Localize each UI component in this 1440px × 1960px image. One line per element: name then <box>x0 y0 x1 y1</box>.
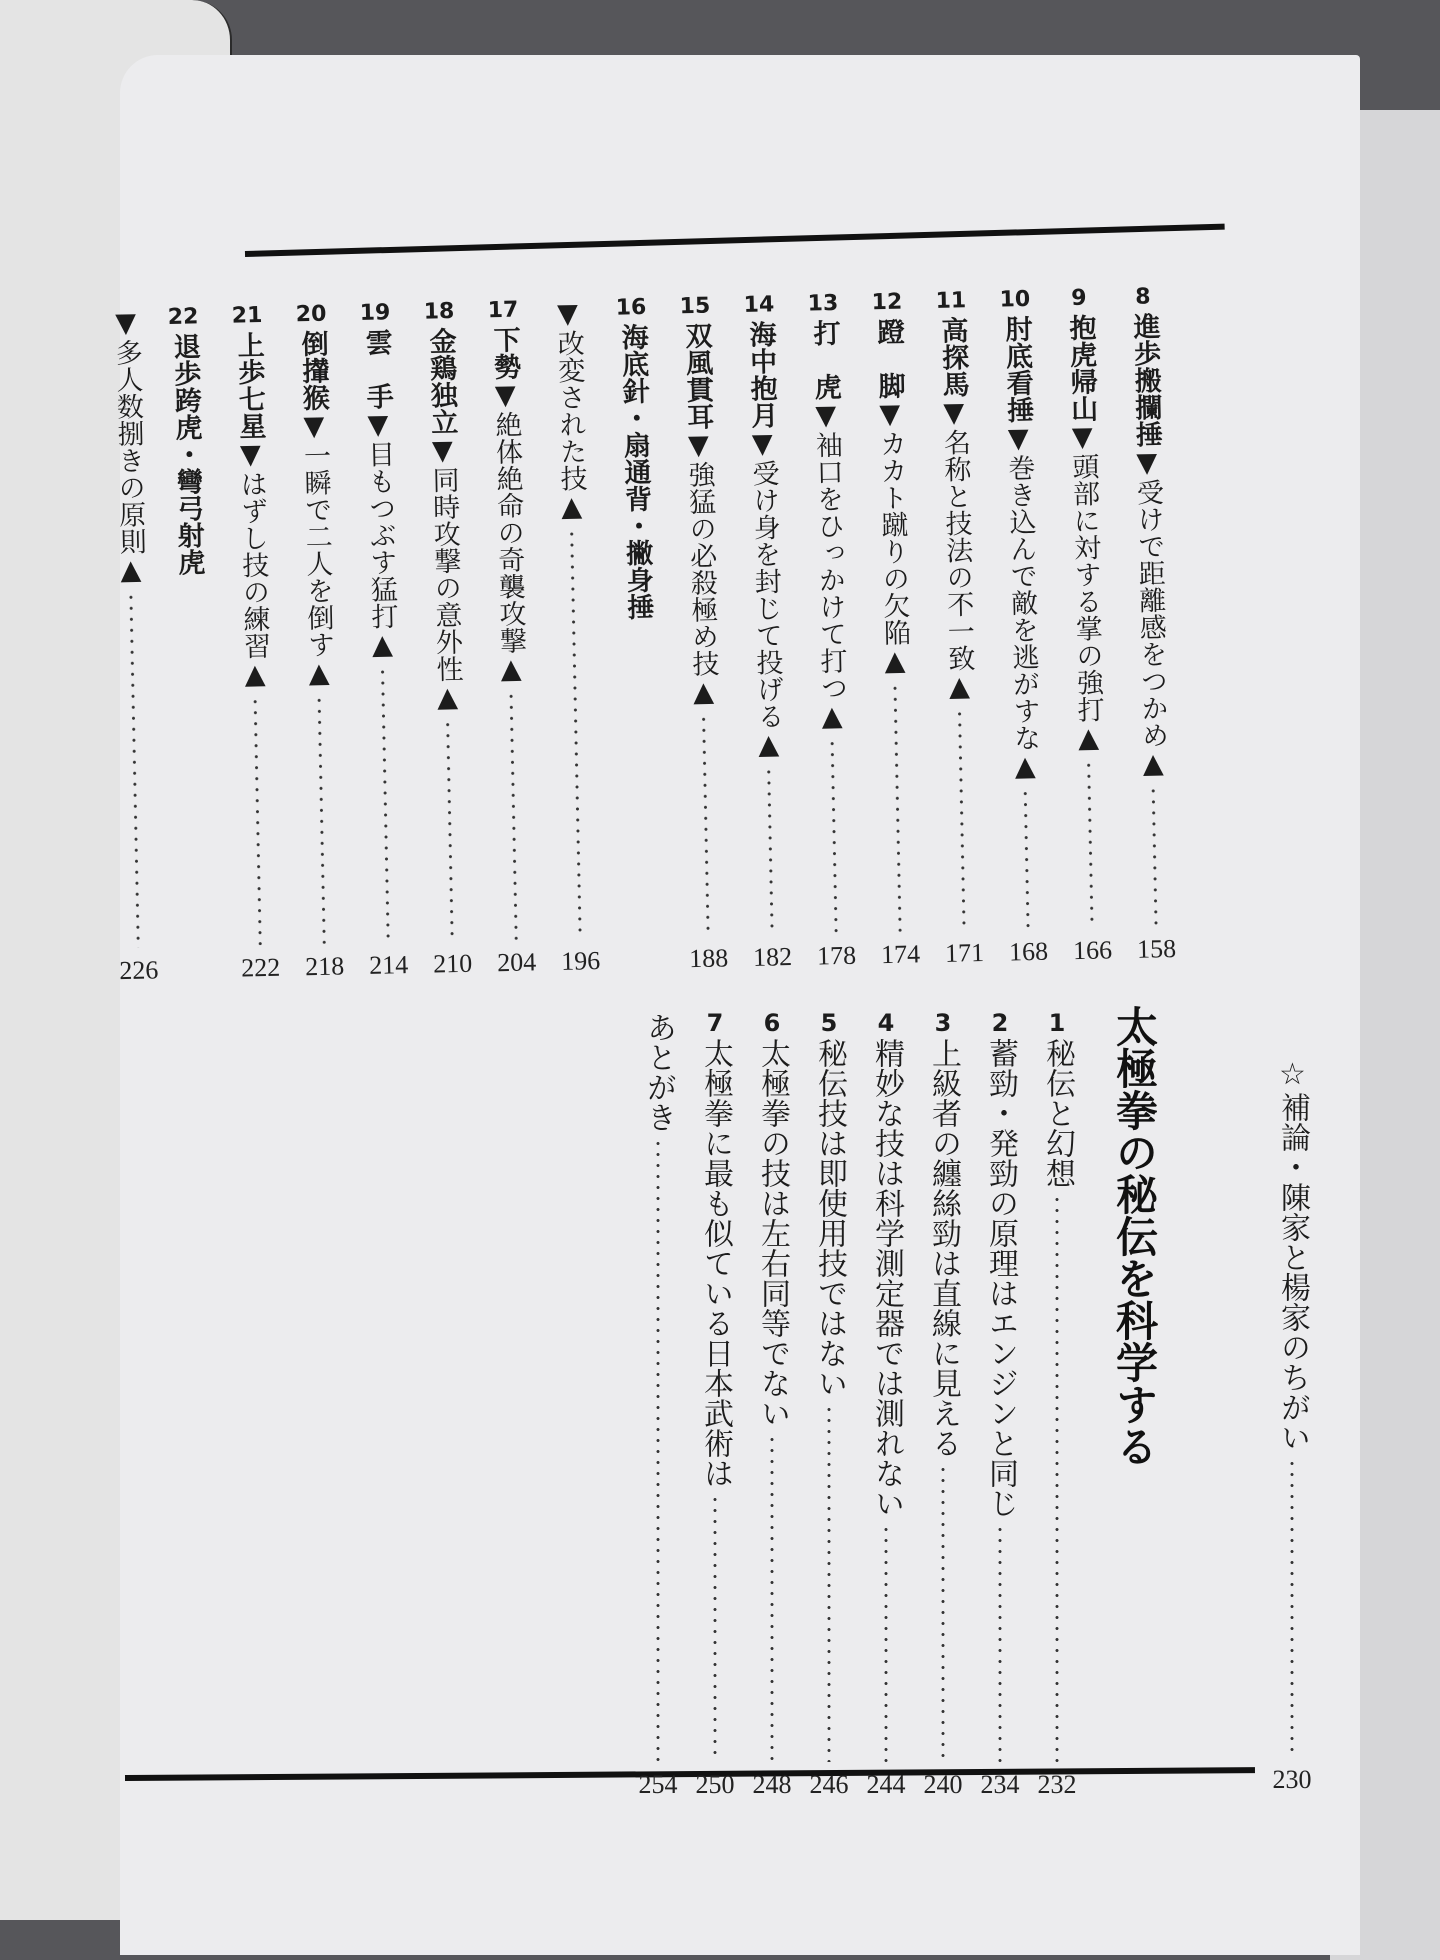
toc-entry-number: 12 <box>871 289 903 316</box>
toc-entry-number: 8 <box>1134 284 1151 310</box>
toc-entry-subtitle: ▼一瞬で二人を倒す▲ <box>298 410 335 690</box>
toc-entry-technique-name: 打 虎 <box>808 318 841 401</box>
toc-entry-number: 18 <box>423 298 455 325</box>
toc-entry-technique-name: 退歩跨虎・彎弓射虎 <box>168 332 205 576</box>
toc-page-number: 250 <box>695 1770 735 1799</box>
toc-entry-title <box>980 1038 1020 1518</box>
toc-entry-subtitle: ▼目もつぶす猛打▲ <box>362 409 399 661</box>
leader-dots <box>1290 1458 1294 1757</box>
leader-dots <box>827 1404 831 1762</box>
toc-entry-title <box>1037 1038 1077 1188</box>
toc-page-number: 232 <box>1037 1770 1077 1799</box>
toc-page-number: 244 <box>866 1770 906 1799</box>
toc-entry-technique-name: 進歩搬攔捶 <box>1128 312 1163 448</box>
leader-dots <box>998 1524 1002 1762</box>
toc-entry-subtitle: ▼受けで距離感をつかめ▲ <box>1131 447 1169 780</box>
toc-entry-technique-name: 海中抱月 <box>744 320 778 429</box>
toc-page-number: 246 <box>809 1770 849 1799</box>
toc-entry-number: 1 <box>1048 1009 1066 1037</box>
toc-entry-title <box>809 1038 849 1398</box>
toc-entry-number: 13 <box>807 290 839 317</box>
toc-entry-subtitle: ▼袖口をひっかけて打つ▲ <box>809 399 848 733</box>
toc-entry-number: 21 <box>231 302 263 329</box>
toc-page-number: 166 <box>1072 935 1113 966</box>
toc-entry <box>921 1010 965 1800</box>
toc-entry-number: 14 <box>743 292 775 318</box>
toc-entry-subtitle: ▼受け身を封じて投げる▲ <box>746 428 785 761</box>
toc-entry <box>807 1010 851 1800</box>
toc-entry-number: 4 <box>877 1009 895 1037</box>
toc-entry-number: 10 <box>999 286 1031 313</box>
toc-entry-technique-name: 双風貫耳 <box>680 321 714 431</box>
toc-page-number: 178 <box>816 940 857 971</box>
toc-entry-subtitle: 蓄勁・発勁の原理はエンジンと同じ <box>983 1038 1018 1518</box>
toc-entry <box>693 1010 737 1800</box>
toc-entry-title <box>923 1038 963 1458</box>
toc-page-number: 188 <box>688 943 729 974</box>
leader-dots <box>1055 1194 1059 1762</box>
toc-entry <box>1270 1055 1314 1795</box>
toc-entry-subtitle: 秘伝技は即使用技ではない <box>812 1038 847 1398</box>
toc-entry <box>978 1010 1022 1800</box>
toc-page-number: 226 <box>118 955 159 986</box>
toc-entry-number: 5 <box>820 1009 838 1037</box>
toc-entry-technique-name: 金鶏独立 <box>424 326 458 436</box>
toc-page-number: 214 <box>368 950 409 980</box>
toc-entry-technique-name: 上歩七星 <box>232 330 266 440</box>
toc-entry-number: 2 <box>991 1009 1009 1037</box>
toc-page-number: 171 <box>944 938 985 968</box>
toc-page-number: 254 <box>638 1770 678 1799</box>
toc-page-number: 248 <box>752 1770 792 1799</box>
toc-entry-subtitle: ▼カカト蹴りの欠陥▲ <box>873 398 911 678</box>
toc-entry-number: 3 <box>934 1009 952 1037</box>
toc-entry-subtitle: 上級者の纏絲勁は直線に見える <box>926 1038 961 1458</box>
toc-entry-number: 22 <box>167 304 199 330</box>
toc-page-number: 204 <box>496 947 537 978</box>
toc-entry-subtitle: ▼名称と技法の不一致▲ <box>937 397 976 703</box>
toc-entry-title <box>695 1038 735 1488</box>
toc-entry-subtitle: あとがき <box>641 1012 676 1132</box>
toc-entry-number: 15 <box>679 293 711 320</box>
toc-entry-subtitle: ▼強猛の必殺極め技▲ <box>682 429 720 709</box>
toc-entry-subtitle: ▼絶体絶命の奇襲攻撃▲ <box>489 379 527 686</box>
toc-page-number: 234 <box>980 1770 1020 1799</box>
toc-entry-technique-name: 肘底看捶 <box>1000 314 1034 424</box>
section-title: 太極拳の秘伝を科学する <box>1110 1005 1159 1467</box>
toc-entry-subtitle: 秘伝と幻想 <box>1040 1038 1075 1188</box>
toc-entry-number: 19 <box>359 300 391 326</box>
toc-page-number: 240 <box>923 1770 963 1799</box>
leader-dots <box>770 1434 774 1762</box>
leader-dots <box>656 1138 660 1762</box>
toc-entry-technique-name: 海底針・扇通背・撇身捶 <box>616 322 654 621</box>
toc-entry-subtitle: 太極拳に最も似ている日本武術は <box>698 1038 733 1488</box>
toc-entry-title <box>1272 1057 1312 1452</box>
toc-entry-subtitle: 太極拳の技は左右同等でない <box>755 1038 790 1428</box>
toc-entry-number: 9 <box>1070 285 1087 312</box>
toc-entry <box>750 1010 794 1800</box>
toc-lower-block <box>120 55 1360 1955</box>
toc-entry-subtitle: ▼多人数捌きの原則▲ <box>109 307 147 587</box>
leader-dots <box>941 1464 945 1762</box>
toc-entry-title <box>752 1038 792 1428</box>
toc-entry <box>636 1010 680 1800</box>
toc-entry-number: 11 <box>935 288 967 314</box>
toc-entry-technique-name: 下勢 <box>488 325 521 381</box>
toc-entry-subtitle: ▼頭部に対する掌の強打▲ <box>1066 421 1105 755</box>
toc-page-number: 222 <box>240 952 281 983</box>
toc-entry-title <box>638 1012 678 1132</box>
toc-entry-title <box>866 1038 906 1518</box>
toc-entry-number: 20 <box>295 301 327 328</box>
leader-dots <box>713 1494 717 1762</box>
toc-page-number: 196 <box>560 946 601 976</box>
toc-entry-number: 6 <box>763 1009 781 1037</box>
toc-entry-subtitle: 精妙な技は科学測定器では測れない <box>869 1038 904 1518</box>
toc-page-number: 174 <box>880 939 921 970</box>
toc-entry-technique-name: 抱虎帰山 <box>1064 313 1098 423</box>
toc-page-number: 210 <box>432 948 473 979</box>
toc-entry-technique-name: 倒攆猴 <box>296 329 330 412</box>
toc-entry-subtitle: ▼同時攻撃の意外性▲ <box>426 434 464 714</box>
toc-entry-subtitle: ▼巻き込んで敵を逃がすな▲ <box>1002 422 1042 783</box>
toc-page-number: 168 <box>1008 936 1049 967</box>
toc-entry-number: 17 <box>487 297 519 324</box>
toc-entry-subtitle: ▼はずし技の練習▲ <box>234 438 271 691</box>
toc-entry-technique-name: 高探馬 <box>936 316 969 398</box>
toc-entry-number: 7 <box>706 1009 724 1037</box>
toc-entry-technique-name: 蹬 脚 <box>872 317 905 400</box>
toc-page-number: 218 <box>304 951 345 982</box>
toc-page-number: 158 <box>1136 933 1177 964</box>
toc-page-number: 182 <box>752 942 793 972</box>
toc-entry <box>1035 1010 1079 1800</box>
leader-dots <box>884 1524 888 1762</box>
toc-entry-number: 16 <box>615 294 647 321</box>
toc-entry <box>864 1010 908 1800</box>
toc-page-number: 230 <box>1272 1765 1312 1794</box>
toc-entry-technique-name: 雲 手 <box>360 328 394 410</box>
toc-entry-subtitle: ▼改変された技▲ <box>551 298 588 523</box>
toc-entry-subtitle: ☆補論・陳家と楊家のちがい <box>1275 1057 1310 1452</box>
book-page <box>109 55 1360 1955</box>
